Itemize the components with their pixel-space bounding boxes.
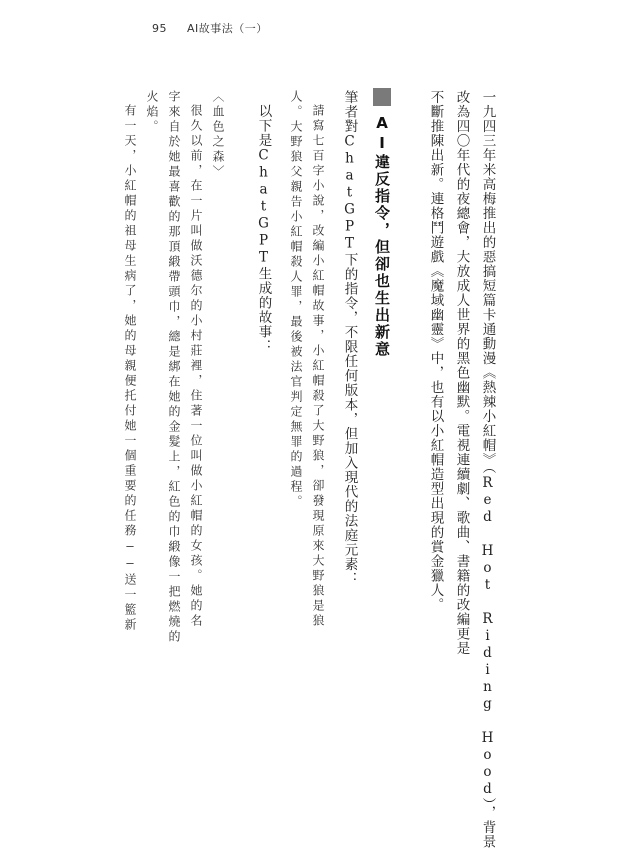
story-line-2: 字來自於她最喜歡的那頂緞帶頭巾，總是綁在她的金髮上，紅色的巾緞像一把燃燒的 bbox=[167, 90, 181, 645]
body-line-3: 不斷推陳出新。連格鬥遊戲《魔域幽靈》中，也有以小紅帽造型出現的賞金獵人。 bbox=[427, 90, 444, 612]
story-line-1: 很久以前，在一片叫做沃德尔的小村莊裡，住著一位叫做小紅帽的女孩。她的名 bbox=[189, 104, 203, 629]
section-heading-text: AI違反指令，但卻也生出新意 bbox=[373, 114, 391, 358]
story-title: 〈血色之森〉 bbox=[211, 90, 225, 180]
section-heading bbox=[372, 88, 393, 358]
book-title: AI故事法（一） bbox=[187, 22, 268, 35]
story-line-4: 有一天，小紅帽的祖母生病了，她的母親便托付她一個重要的任務——送一籃新 bbox=[123, 104, 137, 633]
instruction-outro: 以下是ChatGPT生成的故事： bbox=[255, 104, 272, 354]
running-header bbox=[152, 20, 268, 36]
instruction-intro: 筆者對ChatGPT下的指令，不限任何版本，但加入現代的法庭元素： bbox=[341, 90, 358, 586]
heading-marker-icon bbox=[373, 88, 391, 106]
story-line-3: 火焰。 bbox=[145, 90, 159, 135]
prompt-line-1: 請寫七百字小說，改編小紅帽故事，小紅帽殺了大野狼，卻發現原來大野狼是狼 bbox=[311, 104, 325, 629]
page-number: 95 bbox=[152, 22, 167, 35]
body-line-2: 改為四〇年代的夜總會，大放成人世界的黑色幽默。電視連續劇、歌曲、書籍的改編更是 bbox=[453, 90, 470, 656]
body-line-1: 一九四三年米高梅推出的惡搞短篇卡通動漫《熱辣小紅帽》（Red Hot Riding Hood），背景 bbox=[479, 90, 496, 849]
prompt-line-2: 人。大野狼父親告小紅帽殺人罪，最後被法官判定無罪的過程。 bbox=[289, 90, 303, 510]
